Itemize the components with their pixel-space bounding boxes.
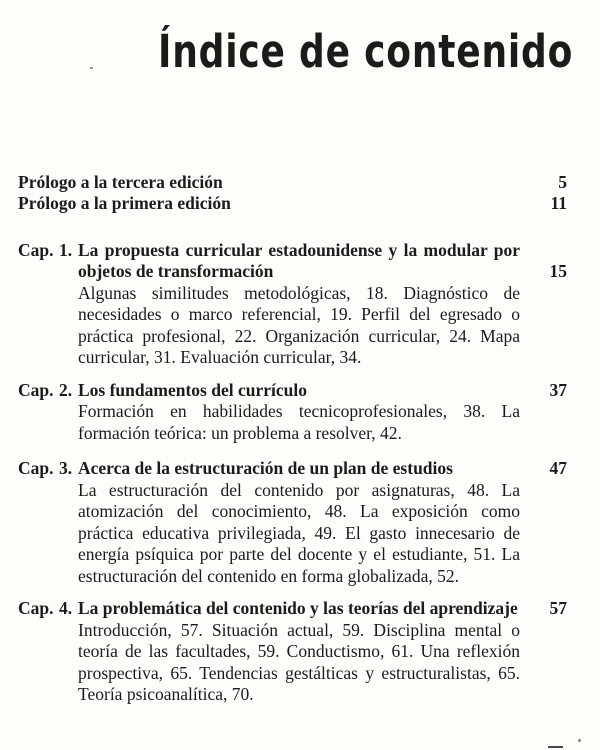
chapter-main <box>78 598 567 706</box>
scan-speckle <box>548 746 563 748</box>
entry-label: Prólogo a la tercera edición <box>18 171 223 192</box>
chapter-prefix: Cap. <box>18 379 54 400</box>
chapter-page-number: 37 <box>549 379 567 400</box>
chapter-page-number: 47 <box>549 458 567 479</box>
chapter-title: Los fundamentos del currículo <box>78 379 307 400</box>
chapter-main <box>78 458 567 587</box>
toc-entry-prologue-third <box>0 172 600 194</box>
chapter-number: 4. <box>59 598 73 619</box>
chapter-title-row <box>78 598 567 620</box>
entry-label: Prólogo a la primera edición <box>18 193 231 214</box>
chapter-title: La propuesta curricular estadounidense y la modular por objetos de transformación <box>78 239 520 282</box>
toc-chapter-entry-3 <box>0 458 600 587</box>
chapter-title-row <box>78 240 567 283</box>
chapter-sections: Formación en habilidades tecnicoprofesionales, 38. La formación teórica: un problema a resolver, 42. <box>78 401 520 443</box>
toc-chapter-entry-1 <box>0 240 600 369</box>
chapter-number: 2. <box>59 379 73 400</box>
chapter-title-row <box>78 458 567 480</box>
toc-chapter-entry-2 <box>0 380 600 445</box>
page-title: Índice de contenido <box>158 25 574 78</box>
chapter-main <box>78 380 567 445</box>
scan-speckle <box>90 67 93 69</box>
toc-chapter-entry-4 <box>0 598 600 706</box>
chapter-title: La problemática del contenido y las teorías del aprendizaje <box>78 598 518 619</box>
chapter-sections: La estructuración del contenido por asignaturas, 48. La atomización del conocimiento, 48. La exposición como práctica educativa privilegiada, 49. El gasto innecesario de energía psíquica por parte del docente y el estudiante, 51. La estructuración del contenido en forma globalizada, 52. <box>78 479 520 586</box>
chapter-sections: Algunas similitudes metodológicas, 18. Diagnóstico de necesidades o marco referencial, 19. Perfil del egresado o práctica profesional, 22. Organización curricular, 24. Mapa curricular, 31. Evaluación curricular, 34. <box>78 282 520 368</box>
entry-page-number: 11 <box>550 193 567 214</box>
chapter-number: 1. <box>59 239 73 260</box>
toc-entry-prologue-first <box>0 193 600 215</box>
chapter-prefix: Cap. <box>18 458 54 479</box>
chapter-prefix: Cap. <box>18 239 54 260</box>
chapter-page-number: 57 <box>549 598 567 619</box>
chapter-prefix: Cap. <box>18 598 54 619</box>
chapter-sections: Introducción, 57. Situación actual, 59. Disciplina mental o teoría de las facultades, 59. Conductismo, 61. Una reflexión prospectiva, 65. Tendencias gestálticas y estructuralistas, 65. Teoría psicoanalítica, 70. <box>78 619 520 705</box>
chapter-title-row <box>78 380 567 402</box>
entry-page-number: 5 <box>558 171 567 192</box>
chapter-number: 3. <box>59 458 73 479</box>
scan-speckle <box>578 739 581 742</box>
chapter-main <box>78 240 567 369</box>
table-of-contents <box>0 172 600 706</box>
chapter-page-number: 15 <box>549 261 567 282</box>
chapter-title: Acerca de la estructuración de un plan de estudios <box>78 458 453 479</box>
